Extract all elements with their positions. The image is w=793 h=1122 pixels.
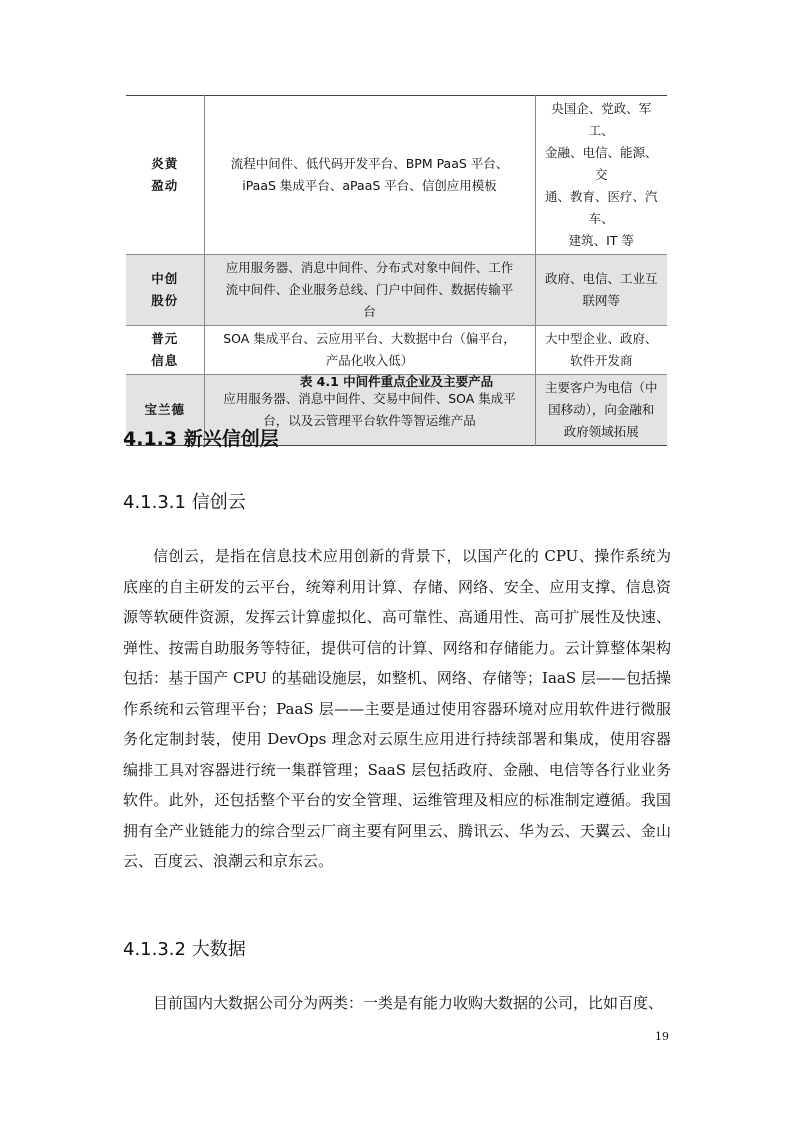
page-number: 19 (655, 1030, 669, 1043)
product-list: SOA 集成平台、云应用平台、大数据中台（偏平台， 产品化收入低） (223, 331, 516, 368)
product-list: 流程中间件、低代码开发平台、BPM PaaS 平台、 iPaaS 集成平台、aPaaS 平台、信创应用模板 (230, 156, 509, 193)
company-name: 普元 信息 (151, 331, 179, 368)
table-row (126, 96, 667, 255)
client-list: 政府、电信、工业互 联网等 (544, 271, 658, 308)
products-cell (204, 255, 535, 326)
vendor-table-container (126, 95, 667, 446)
client-list: 央国企、党政、军工、 金融、电信、能源、交 通、教育、医疗、汽车、 建筑、IT 等 (544, 101, 658, 248)
company-name: 炎黄 盈动 (151, 156, 179, 193)
company-cell (126, 96, 204, 255)
products-cell (204, 326, 535, 375)
company-cell (126, 326, 204, 375)
middleware-vendor-table (126, 95, 667, 446)
subsection-heading-cloud: 4.1.3.1 信创云 (123, 492, 246, 513)
company-cell (126, 255, 204, 326)
client-list: 大中型企业、政府、 软件开发商 (544, 331, 658, 368)
table-row (126, 255, 667, 326)
client-list: 主要客户为电信（中 国移动），向金融和 政府领域拓展 (544, 380, 658, 439)
company-name: 中创 股份 (151, 271, 179, 308)
company-name: 宝兰德 (144, 402, 185, 417)
clients-cell (535, 96, 667, 255)
body-paragraph-cloud: 信创云，是指在信息技术应用创新的背景下，以国产化的 CPU、操作系统为底座的自主研发的云平台，统筹利用计算、存储、网络、安全、应用支撑、信息资源等软硬件资源，发挥云计算虚拟化、高可靠性、高通用性、高可扩展性及快速、弹性、按需自助服务等特征，提供可信的计算、网络和存储能力。云计算整体架构包括：基于国产 CPU 的基础设施层，如整机、网络、存储等；IaaS 层——包括操作系统和云管理平台；PaaS 层——主要是通过使用容器环境对应用软件进行微服务化定制封装，使用 DevOps 理念对云原生应用进行持续部署和集成，使用容器编排工具对容器进行统一集群管理；SaaS 层包括政府、金融、电信等各行业业务软件。此外，还包括整个平台的安全管理、运维管理及相应的标准制定遵循。我国拥有全产业链能力的综合型云厂商主要有阿里云、腾讯云、华为云、天翼云、金山云、百度云、浪潮云和京东云。 (123, 547, 671, 870)
clients-cell (535, 255, 667, 326)
subsection-heading-bigdata: 4.1.3.2 大数据 (123, 939, 246, 960)
body-paragraph-bigdata: 目前国内大数据公司分为两类：一类是有能力收购大数据的公司，比如百度、 (153, 994, 664, 1012)
table-row (126, 326, 667, 375)
product-list: 应用服务器、消息中间件、分布式对象中间件、工作 流中间件、企业服务总线、门户中间件、数据传输平 台 (225, 260, 514, 319)
table-caption: 表 4.1 中间件重点企业及主要产品 (299, 374, 494, 389)
products-cell (204, 96, 535, 255)
section-heading: 4.1.3 新兴信创层 (123, 428, 279, 450)
clients-cell (535, 326, 667, 375)
product-list: 应用服务器、消息中间件、交易中间件、SOA 集成平 台，以及云管理平台软件等智运维产品 (223, 391, 516, 428)
